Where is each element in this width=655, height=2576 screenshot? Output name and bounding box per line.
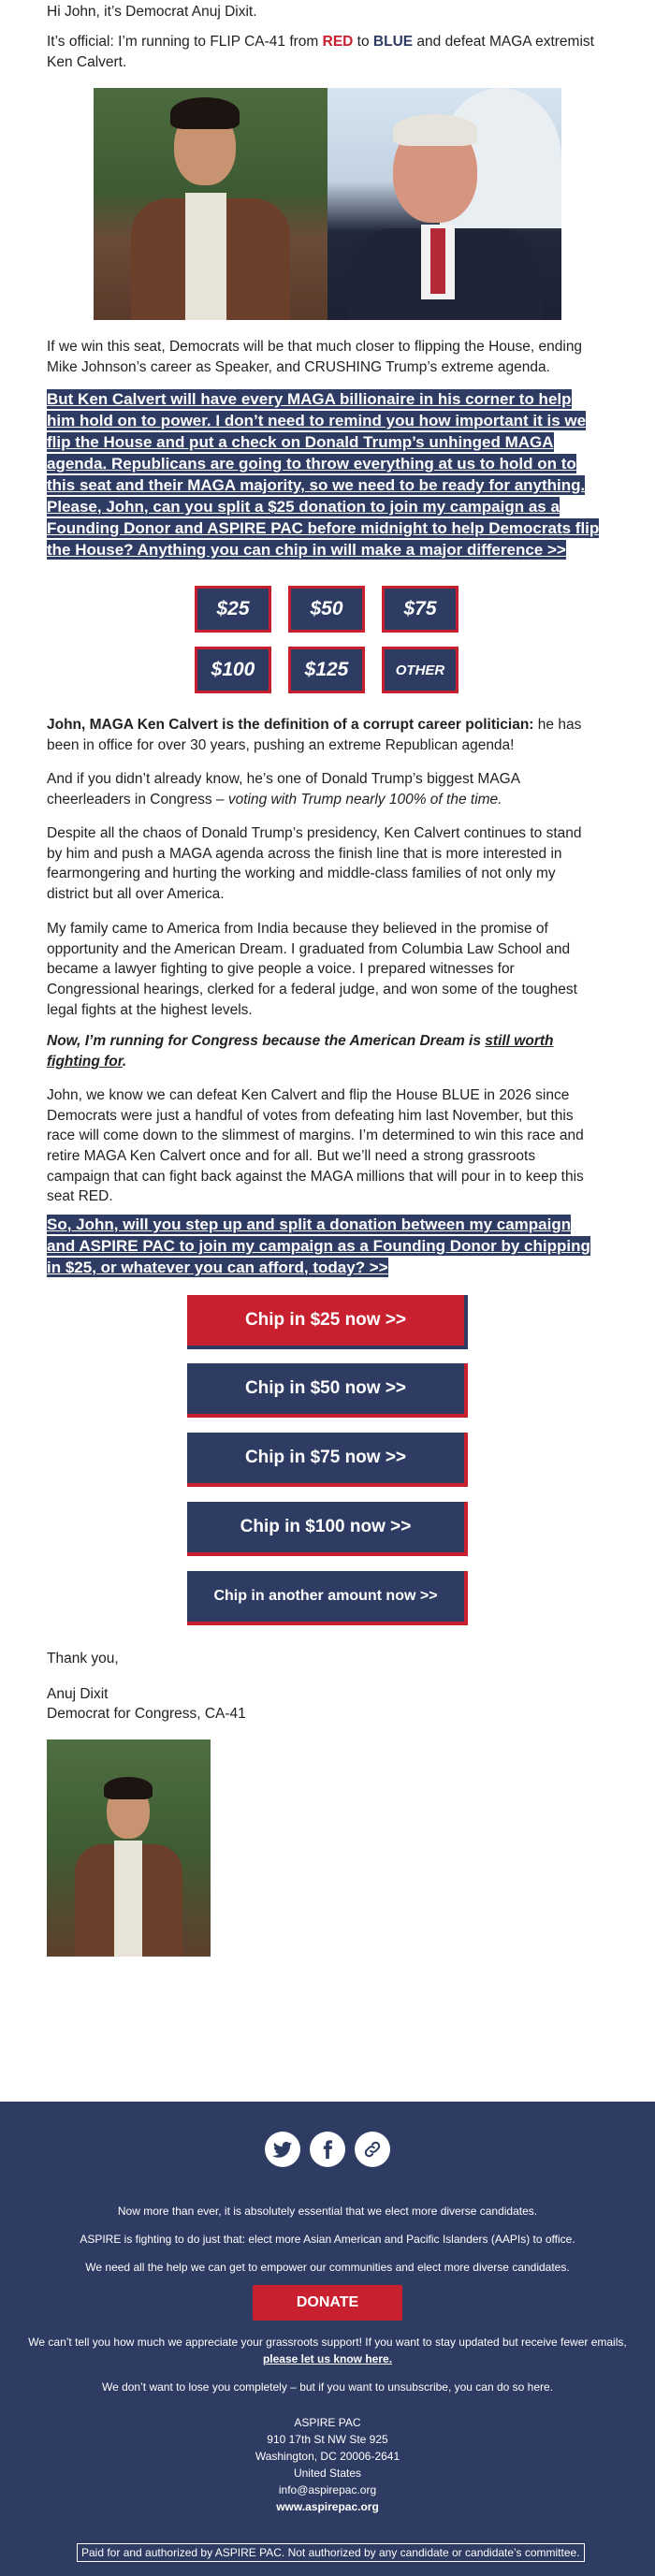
social-links bbox=[0, 2132, 655, 2167]
footer-line-1: Now more than ever, it is absolutely essential that we elect more diverse candidates. bbox=[117, 2205, 538, 2218]
signature-name: Anuj Dixit bbox=[47, 1686, 109, 1702]
blue-word: BLUE bbox=[372, 34, 414, 50]
footer-line-2: ASPIRE is fighting to do just that: elect more Asian American and Pacific Islanders (AAPIs) to office. bbox=[80, 2233, 575, 2246]
defeat-paragraph: John, we know we can defeat Ken Calvert and flip the House BLUE in 2026 since Democrats were just a handful of votes from defeating him last November, but this race will come down to the slimmest of margins. I’m determined to win this race and retire MAGA Ken Calvert once and for all. But we’ll need a strong grassroots campaign that can fight back against the MAGA millions that will pour in to keep this seat RED. bbox=[47, 1087, 584, 1205]
corrupt-paragraph bbox=[47, 715, 601, 755]
greeting: Hi John, it’s Democrat Anuj Dixit. bbox=[47, 4, 257, 20]
win-paragraph: If we win this seat, Democrats will be that much closer to flipping the House, ending Mike Johnson’s career as Speaker, and CRUSHING Trump’s extreme agenda. bbox=[47, 339, 583, 375]
cheer-italic: voting with Trump nearly 100% of the time. bbox=[227, 791, 502, 808]
chip-100-button[interactable]: Chip in $100 now >> bbox=[187, 1502, 468, 1556]
donate-button[interactable]: DONATE bbox=[253, 2285, 402, 2321]
amount-50-button[interactable]: $50 bbox=[288, 586, 365, 633]
chip-75-button[interactable]: Chip in $75 now >> bbox=[187, 1433, 468, 1487]
highlight-ask-1-text[interactable]: But Ken Calvert will have every MAGA billionaire in his corner to help him hold on to power. I don’t need to remind you how important it is we flip the House and put a check on Donald Trump’s unhinged MAGA agenda. Republicans are going to throw everything at us to hold on to this seat and their MAGA majority, so we need to be ready for anything. Please, John, can you split a $25 donation to join my campaign as a Founding Donor and ASPIRE PAC before midnight to help Democrats flip the House? Anything you can chip in will make a major difference >> bbox=[47, 390, 600, 559]
intro-to: to bbox=[353, 34, 373, 50]
appreciate-text: We can’t tell you how much we appreciate your grassroots support! If you want to stay updated but receive fewer emails, bbox=[28, 2336, 627, 2349]
amount-100-button[interactable]: $100 bbox=[195, 647, 271, 693]
link-icon[interactable] bbox=[355, 2132, 390, 2167]
highlight-ask-2-text[interactable]: So, John, will you step up and split a donation between my campaign and ASPIRE PAC to join my campaign as a Founding Donor by chipping in $25, or whatever you can afford, today? >> bbox=[47, 1215, 590, 1276]
amount-other-button[interactable]: OTHER bbox=[382, 647, 458, 693]
footer-line-3: We need all the help we can get to empower our communities and elect more diverse candidates. bbox=[85, 2261, 570, 2274]
cheer-paragraph bbox=[47, 769, 601, 809]
footer-address bbox=[0, 2414, 655, 2515]
signature-photo bbox=[47, 1739, 211, 1957]
cheer-text: And if you didn’t already know, he’s one of Donald Trump’s biggest MAGA cheerleaders in Congress – bbox=[47, 771, 520, 808]
intro-text: It’s official: I’m running to FLIP CA-41 from bbox=[47, 34, 323, 50]
amount-25-button[interactable]: $25 bbox=[195, 586, 271, 633]
chip-25-button[interactable]: Chip in $25 now >> bbox=[187, 1295, 468, 1349]
twitter-icon[interactable] bbox=[265, 2132, 300, 2167]
family-paragraph: My family came to America from India because they believed in the promise of opportunity and the American Dream. I graduated from Columbia Law School and became a lawyer fighting to give people a voice. I prepared witnesses for Congressional hearings, clerked for a federal judge, and won some of the toughest legal fights at the highest levels. bbox=[47, 921, 577, 1018]
opponent-photo bbox=[328, 88, 561, 320]
despite-paragraph: Despite all the chaos of Donald Trump’s presidency, Ken Calvert continues to stand by him and push a MAGA agenda across the finish line that is more interested in fearmongering and hurting the working and middle-class families of not only my district but all over America. bbox=[47, 825, 582, 903]
candidate-photos bbox=[94, 88, 561, 320]
fewer-emails-link[interactable]: please let us know here. bbox=[262, 2352, 393, 2365]
city: Washington, DC 20006-2641 bbox=[255, 2450, 400, 2463]
highlight-ask-1[interactable] bbox=[47, 389, 601, 561]
street: 910 17th St NW Ste 925 bbox=[267, 2433, 388, 2446]
amount-125-button[interactable]: $125 bbox=[288, 647, 365, 693]
country: United States bbox=[293, 2467, 362, 2480]
facebook-icon[interactable] bbox=[310, 2132, 345, 2167]
footer-unsubscribe[interactable]: We don’t want to lose you completely – but if you want to unsubscribe, you can do so here. bbox=[101, 2380, 554, 2394]
paid-for-disclaimer: Paid for and authorized by ASPIRE PAC. Not authorized by any candidate or candidate’s committee. bbox=[77, 2543, 585, 2562]
corrupt-rest: he has been in office for over 30 years, pushing an extreme Republican agenda! bbox=[47, 717, 582, 753]
intro-end: and defeat MAGA extremist Ken Calvert. bbox=[47, 34, 594, 70]
contact-email[interactable]: info@aspirepac.org bbox=[278, 2483, 377, 2496]
org-name: ASPIRE PAC bbox=[294, 2416, 361, 2429]
thanks: Thank you, bbox=[47, 1651, 119, 1666]
running-paragraph bbox=[47, 1031, 601, 1071]
highlight-ask-2[interactable] bbox=[47, 1215, 601, 1279]
candidate-photo bbox=[94, 88, 328, 320]
running-text: Now, I’m running for Congress because the American Dream is bbox=[47, 1033, 486, 1049]
footer bbox=[0, 2102, 655, 2576]
chip-other-button[interactable]: Chip in another amount now >> bbox=[187, 1571, 468, 1625]
website[interactable]: www.aspirepac.org bbox=[276, 2500, 379, 2513]
corrupt-bold: John, MAGA Ken Calvert is the definition of a corrupt career politician: bbox=[47, 717, 534, 733]
footer-appreciate bbox=[0, 2334, 655, 2367]
signature-title: Democrat for Congress, CA-41 bbox=[47, 1706, 246, 1722]
intro-paragraph bbox=[47, 32, 601, 72]
red-word: RED bbox=[322, 34, 354, 50]
running-end: . bbox=[122, 1053, 127, 1070]
amount-75-button[interactable]: $75 bbox=[382, 586, 458, 633]
chip-50-button[interactable]: Chip in $50 now >> bbox=[187, 1363, 468, 1418]
running-underline: still worth fighting for bbox=[47, 1033, 554, 1070]
